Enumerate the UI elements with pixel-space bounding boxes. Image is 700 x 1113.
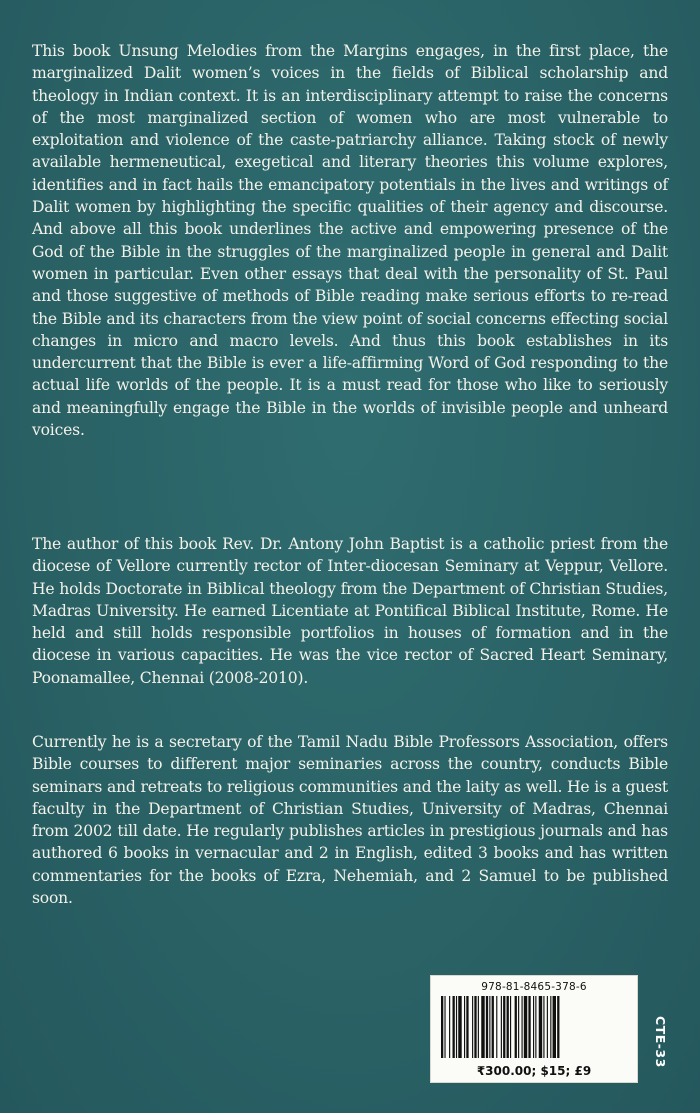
price-label: ₹300.00; $15; £9 [476, 1064, 592, 1078]
author-bio-paragraph-1: The author of this book Rev. Dr. Antony John Baptist is a catholic priest from the diocese of Vellore currently rector of Inter-diocesan Seminary at Veppur, Vellore. He holds Doctorate in Biblical theology from the Department of Christian Studies, Madras University. He earned Licentiate at Pontifical Biblical Institute, Rome. He held and still holds responsible portfolios in houses of formation and in the diocese in various capacities. He was the vice rector of Sacred Heart Seminary, Poonamallee, Chennai (2008-2010). [32, 535, 668, 687]
isbn-number: 978-81-8465-378-6 [481, 981, 587, 993]
book-summary-paragraph: This book Unsung Melodies from the Margins engages, in the first place, the marginalized Dalit women’s voices in the fields of Biblical scholarship and theology in Indian context. It is an interdisciplinary attempt to raise the concerns of the most marginalized section of women who are most vulnerable to exploitation and violence of the caste-patriarchy alliance. Taking stock of newly available hermeneutical, exegetical and literary theories this volume explores, identifies and in fact hails the emancipatory potentials in the lives and writings of Dalit women by highlighting the specific qualities of their agency and discourse. And above all this book underlines the active and empowering presence of the God of the Bible in the struggles of the marginalized people in general and Dalit women in particular. Even other essays that deal with the personality of St. Paul and those suggestive of methods of Bible reading make serious efforts to re-read the Bible and its characters from the view point of social concerns effecting social changes in micro and macro levels. And thus this book establishes in its undercurrent that the Bible is ever a life-affirming Word of God responding to the actual life worlds of the people. It is a must read for those who like to seriously and meaningfully engage the Bible in the worlds of invisible people and unheard voices. [32, 42, 668, 440]
author-bio-paragraph-2: Currently he is a secretary of the Tamil Nadu Bible Professors Association, offers Bible courses to different major seminaries across the country, conducts Bible seminars and retreats to religious communities and the laity as well. He is a guest faculty in the Department of Christian Studies, University of Madras, Chennai from 2002 till date. He regularly publishes articles in prestigious journals and has authored 6 books in vernacular and 2 in English, edited 3 books and has written commentaries for the books of Ezra, Nehemiah, and 2 Samuel to be published soon. [32, 733, 668, 908]
barcode-panel [430, 975, 638, 1083]
barcode-icon [441, 996, 627, 1058]
catalog-code: CTE-33 [653, 1016, 668, 1068]
